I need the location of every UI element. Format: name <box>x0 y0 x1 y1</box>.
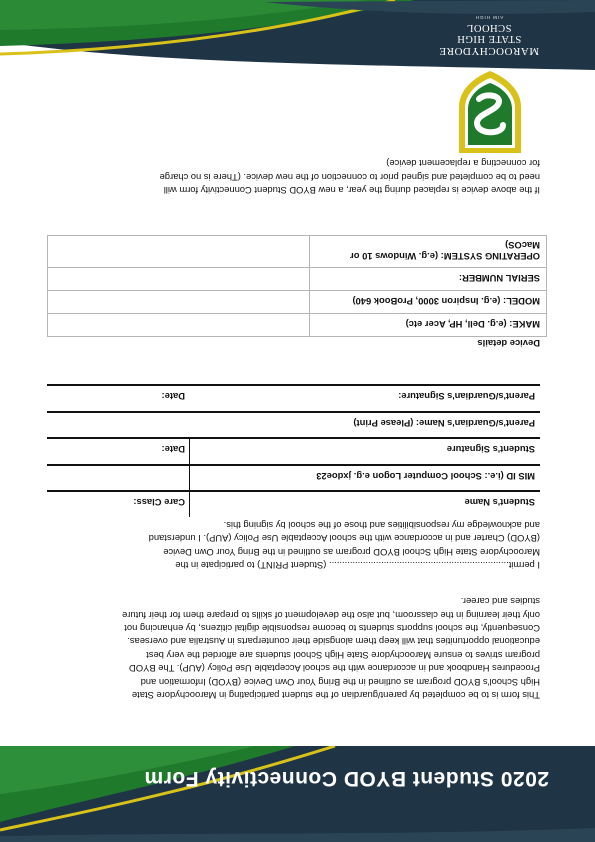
device-row-make <box>48 314 547 337</box>
make-label: MAKE: (e.g. Dell, HP, Acer etc) <box>310 314 547 337</box>
operating-system-label: OPERATING SYSTEM: (e.g. Windows 10 or MacOS) <box>310 236 547 268</box>
parent-name-row[interactable] <box>47 411 540 438</box>
device-details-table <box>47 235 547 337</box>
device-row-serial <box>48 268 547 291</box>
model-label: MODEL: (e.g. Inspiron 3000, ProBook 640) <box>310 291 547 314</box>
parent-signature-label: Parent's/Guardian's Signature: <box>398 391 535 403</box>
mis-id-label: MIS ID (i.e.: School Computer Logon e.g. jxdoe23 <box>316 470 535 482</box>
school-name-wordmark <box>433 15 545 57</box>
operating-system-field[interactable] <box>48 236 310 268</box>
model-field[interactable] <box>48 291 310 314</box>
serial-number-field[interactable] <box>48 268 310 291</box>
student-name-label: Student's Name <box>464 497 535 509</box>
permission-statement: I permit..................................................................... (Student PRINT) to participate in the Maroochydore State High School BYOD program as outlined in the Bring Your Own Device (BYOD) Charter and in accordance with the school Acceptable Use Policy (AUP). I understand and acknowledge my responsibilities and those of the school by signing this. <box>148 519 540 571</box>
care-class-label: Care Class: <box>133 497 185 509</box>
mis-id-row[interactable] <box>47 464 540 491</box>
student-date-label: Date: <box>161 444 185 456</box>
parent-name-label: Parent's/Guardian's Name: (Please Print) <box>353 417 535 429</box>
school-name-line2: STATE HIGH SCHOOL <box>456 22 522 44</box>
device-row-os <box>48 236 547 268</box>
parent-signature-row[interactable] <box>47 384 540 411</box>
replacement-device-note: If the above device is replaced during the year, a new BYOD Student Connectivity form will need to be completed and signed prior to connection of the new device. (There is no charge for connecting a replacement device) <box>159 158 540 196</box>
student-signature-label: Student's Signature <box>446 444 535 456</box>
make-field[interactable] <box>48 314 310 337</box>
signature-section <box>47 384 540 517</box>
device-row-model <box>48 291 547 314</box>
school-crest-icon <box>455 70 525 155</box>
parent-date-label: Date: <box>161 391 185 403</box>
serial-number-label: SERIAL NUMBER: <box>310 268 547 291</box>
document-title: 2020 Student BYOD Connectivity Form <box>144 767 549 790</box>
school-motto: AIM HIGH <box>474 15 504 20</box>
header-swoosh-graphic <box>0 746 595 842</box>
title-banner <box>0 746 595 842</box>
intro-paragraph: This form is to be completed by parent/guardian of the student participating in Maroochydore State High School's BYOD program as outlined in the Bring Your Own Device (BYOD) Information and Procedures Handbook and in accordance with the school Acceptable Use Policy (AUP). The BYOD program strives to ensure Maroochydore State High School students are afforded the very best educational opportunities that will keep them alongside their counterparts in Australia and overseas. Consequently, the school supports students to become responsible digital citizens, by enhancing not only their learning in the classroom, but also the development of skills to prepare them for their future studies and career. <box>122 596 540 701</box>
student-signature-row[interactable] <box>47 437 540 464</box>
device-details-caption: Device details <box>477 338 540 349</box>
school-name-line1: MAROOCHYDORE <box>438 45 540 57</box>
student-name-row[interactable] <box>47 490 540 517</box>
